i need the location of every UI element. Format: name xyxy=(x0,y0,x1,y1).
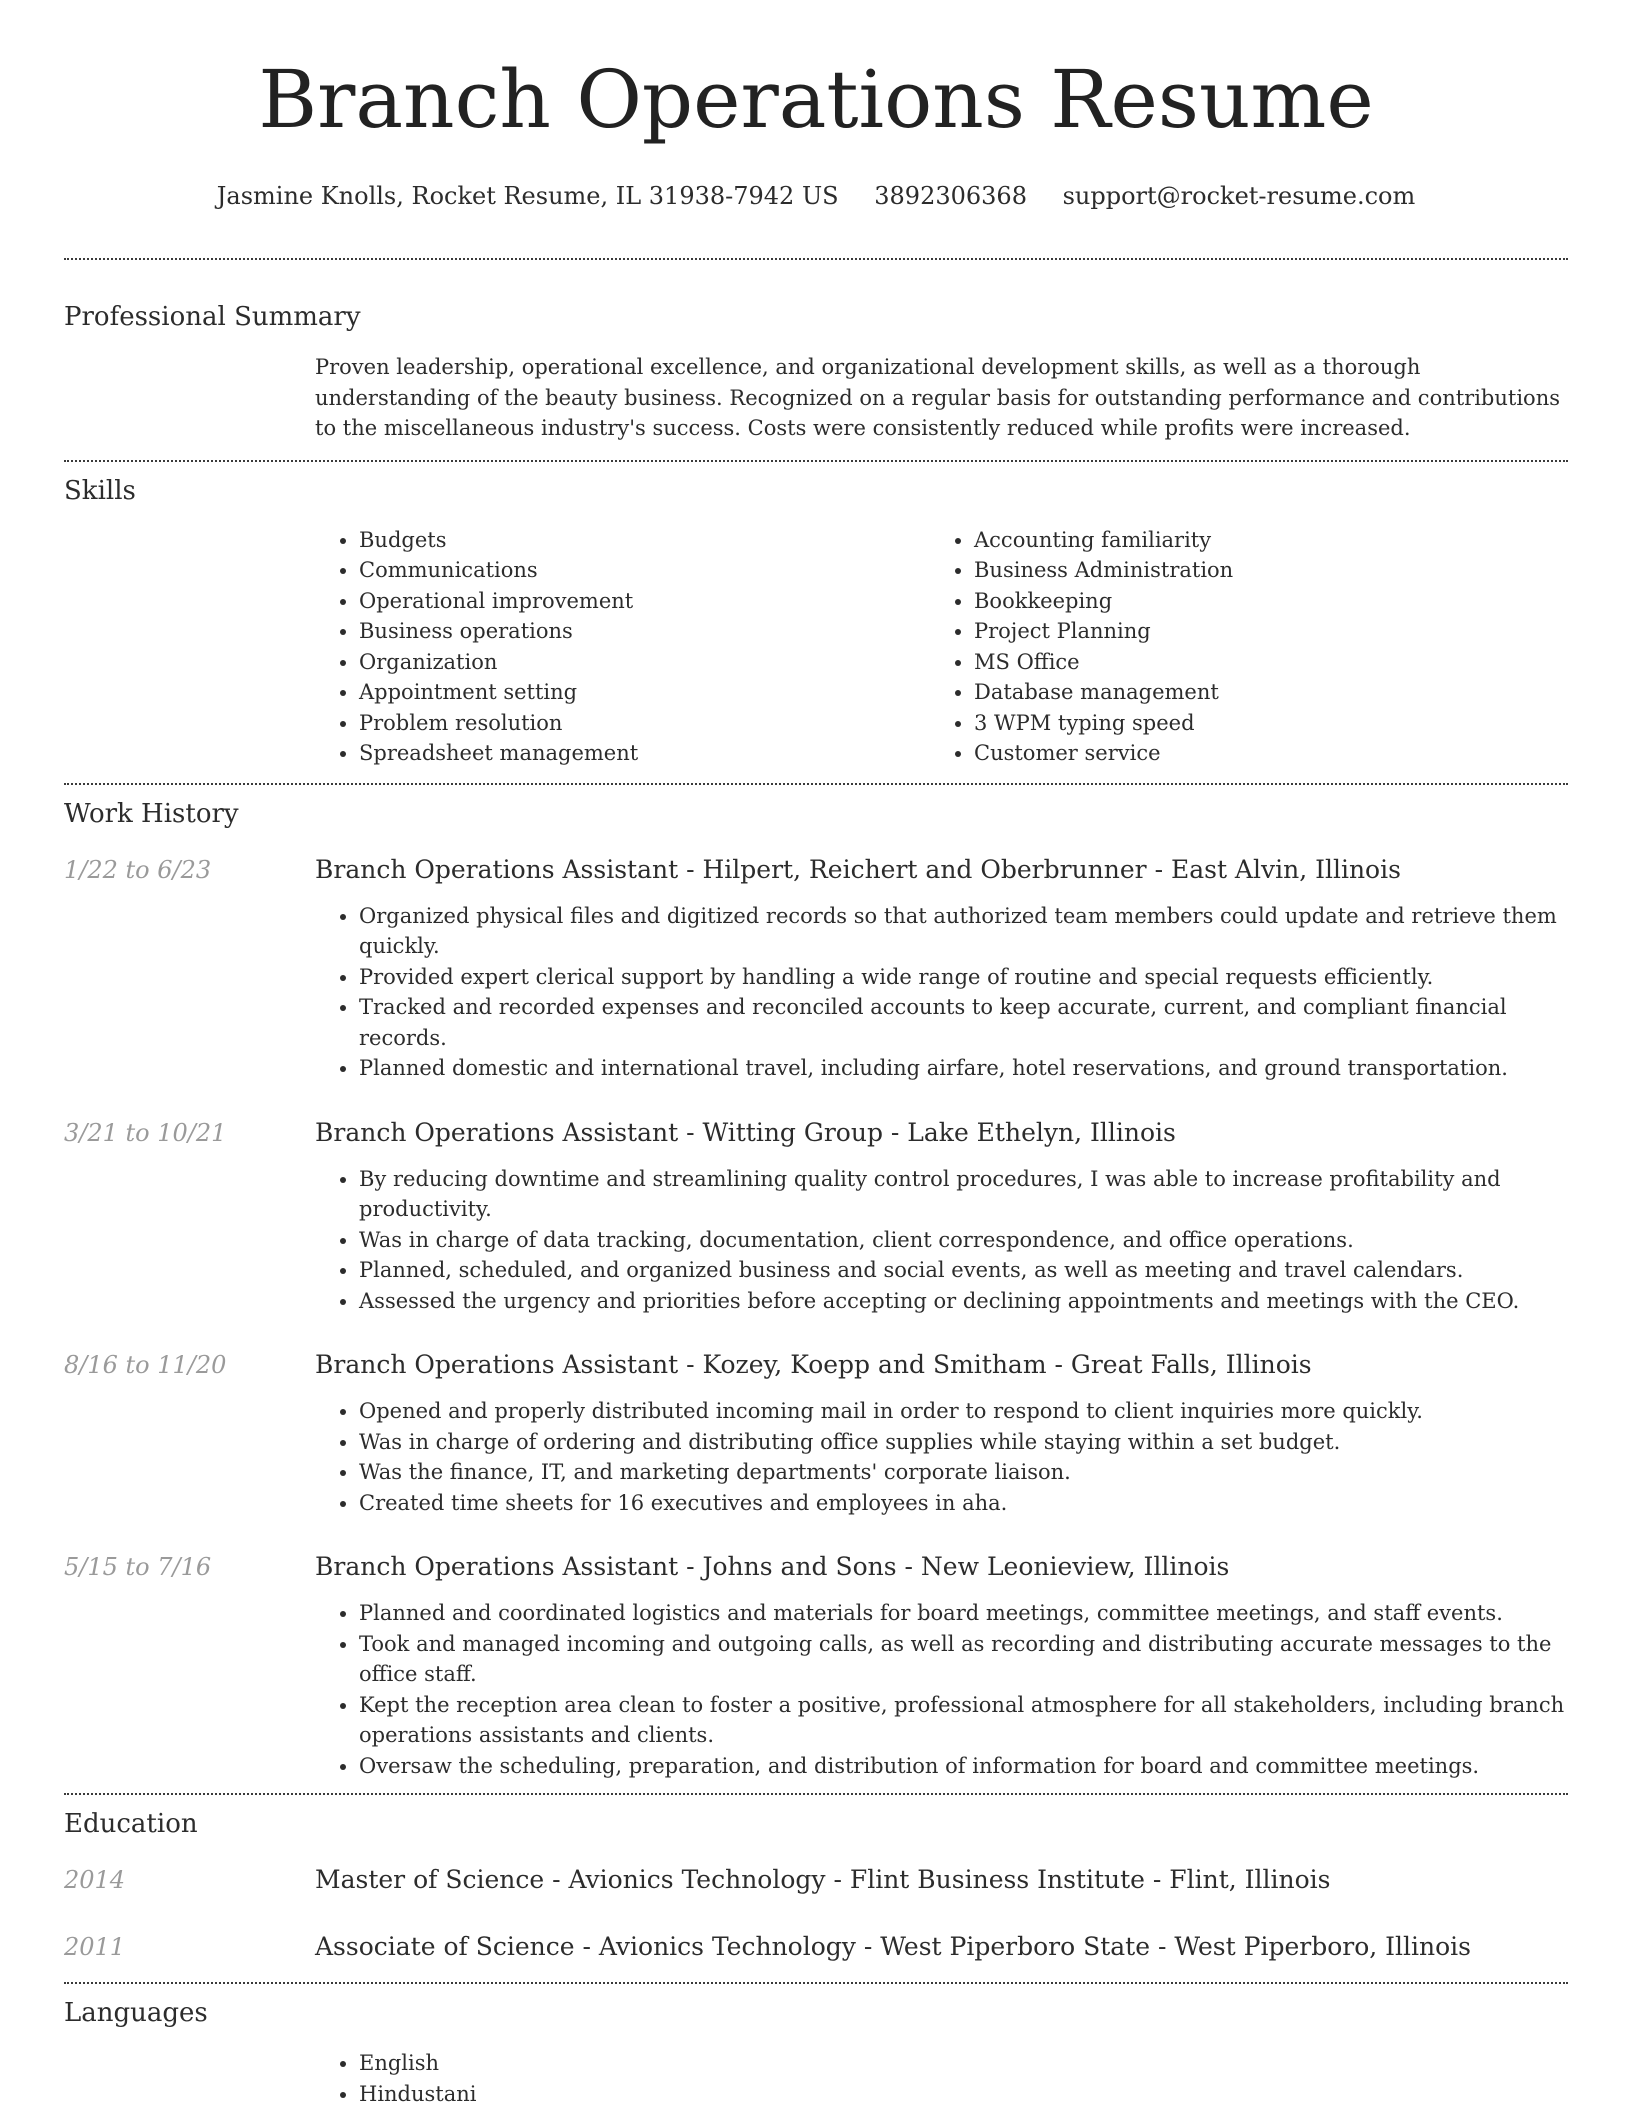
education-degree: Associate of Science - Avionics Technology - West Piperboro State - West Piperboro, Illinois xyxy=(315,1932,1471,1961)
list-item: • By reducing downtime and streamlining quality control procedures, I was able to increase profitability and productivity. xyxy=(359,1164,1568,1225)
list-item: • Took and managed incoming and outgoing calls, as well as recording and distributing accurate messages to the office staff. xyxy=(359,1629,1568,1690)
list-item: • Hindustani xyxy=(359,2079,1568,2110)
list-item: • MS Office xyxy=(974,647,1545,678)
contact-phone: 3892306368 xyxy=(874,182,1027,210)
list-item: • Was in charge of data tracking, documentation, client correspondence, and office operations. xyxy=(359,1225,1568,1256)
list-item: • Tracked and recorded expenses and reconciled accounts to keep accurate, current, and compliant financial records. xyxy=(359,992,1568,1053)
list-item: • Planned, scheduled, and organized business and social events, as well as meeting and travel calendars. xyxy=(359,1255,1568,1286)
list-item: • Problem resolution xyxy=(359,708,930,739)
list-item: • English xyxy=(359,2048,1568,2079)
languages-list xyxy=(315,2048,1568,2109)
job-bullets xyxy=(315,901,1568,1084)
work-history-section xyxy=(64,785,1568,1794)
section-title: Professional Summary xyxy=(64,302,361,332)
job-date: 8/16 to 11/20 xyxy=(64,1351,227,1379)
skills-list-right xyxy=(930,525,1545,769)
list-item: • Budgets xyxy=(359,525,930,556)
job-entry xyxy=(64,1116,1568,1317)
contact-address: Jasmine Knolls, Rocket Resume, IL 31938-7942 US xyxy=(216,182,839,210)
list-item: • Organization xyxy=(359,647,930,678)
list-item: • Communications xyxy=(359,555,930,586)
job-title: Branch Operations Assistant - Witting Group - Lake Ethelyn, Illinois xyxy=(315,1117,1176,1147)
education-year: 2014 xyxy=(64,1866,126,1894)
education-year: 2011 xyxy=(64,1933,126,1961)
list-item: • Business operations xyxy=(359,616,930,647)
list-item: • Appointment setting xyxy=(359,677,930,708)
section-title: Work History xyxy=(64,798,239,829)
education-degree: Master of Science - Avionics Technology - Flint Business Institute - Flint, Illinois xyxy=(315,1865,1331,1894)
education-section xyxy=(64,1795,1568,1982)
job-bullets xyxy=(315,1598,1568,1781)
list-item: • Created time sheets for 16 executives and employees in aha. xyxy=(359,1488,1568,1519)
skills-grid xyxy=(315,525,1568,769)
list-item: • Provided expert clerical support by handling a wide range of routine and special requests efficiently. xyxy=(359,962,1568,993)
job-body xyxy=(315,1550,1568,1781)
languages-section xyxy=(64,1984,1568,2109)
job-date: 3/21 to 10/21 xyxy=(64,1118,227,1147)
list-item: • Accounting familiarity xyxy=(974,525,1545,556)
job-date: 5/15 to 7/16 xyxy=(64,1553,212,1581)
page-title: Branch Operations Resume xyxy=(258,53,1374,146)
list-item: • Operational improvement xyxy=(359,586,930,617)
summary-section xyxy=(64,260,1568,460)
job-entry xyxy=(64,1550,1568,1781)
list-item: • Was the finance, IT, and marketing departments' corporate liaison. xyxy=(359,1457,1568,1488)
education-entry xyxy=(64,1863,1568,1897)
job-title: Branch Operations Assistant - Hilpert, Reichert and Oberbrunner - East Alvin, Illinois xyxy=(315,854,1401,884)
job-body xyxy=(315,1348,1568,1518)
section-title: Languages xyxy=(64,1998,208,2028)
job-title: Branch Operations Assistant - Johns and Sons - New Leonieview, Illinois xyxy=(315,1552,1230,1581)
summary-text: Proven leadership, operational excellence, and organizational development skills, as well as a thorough understanding of the beauty business. Recognized on a regular basis for outstanding performance and contributions to the miscellaneous industry's success. Costs were consistently reduced while profits were increased. xyxy=(315,355,1560,440)
skills-column-left xyxy=(315,525,930,769)
list-item: • 3 WPM typing speed xyxy=(974,708,1545,739)
list-item: • Customer service xyxy=(974,738,1545,769)
list-item: • Kept the reception area clean to foster a positive, professional atmosphere for all stakeholders, including branch operations assistants and clients. xyxy=(359,1690,1568,1751)
contact-line xyxy=(64,180,1568,212)
job-bullets xyxy=(315,1396,1568,1518)
list-item: • Planned domestic and international travel, including airfare, hotel reservations, and ground transportation. xyxy=(359,1053,1568,1084)
job-title: Branch Operations Assistant - Kozey, Koepp and Smitham - Great Falls, Illinois xyxy=(315,1350,1312,1379)
list-item: • Spreadsheet management xyxy=(359,738,930,769)
languages-content xyxy=(315,2048,1568,2109)
education-entry xyxy=(64,1930,1568,1964)
summary-content xyxy=(315,352,1568,444)
list-item: • Database management xyxy=(974,677,1545,708)
list-item: • Bookkeeping xyxy=(974,586,1545,617)
list-item: • Was in charge of ordering and distributing office supplies while staying within a set budget. xyxy=(359,1427,1568,1458)
job-bullets xyxy=(315,1164,1568,1317)
job-date: 1/22 to 6/23 xyxy=(64,855,212,884)
job-entry xyxy=(64,1348,1568,1518)
section-title: Education xyxy=(64,1809,198,1839)
job-entry xyxy=(64,853,1568,1084)
skills-column-right xyxy=(930,525,1545,769)
list-item: • Oversaw the scheduling, preparation, and distribution of information for board and committee meetings. xyxy=(359,1751,1568,1782)
skills-section xyxy=(64,462,1568,783)
list-item: • Project Planning xyxy=(974,616,1545,647)
list-item: • Planned and coordinated logistics and materials for board meetings, committee meetings, and staff events. xyxy=(359,1598,1568,1629)
list-item: • Organized physical files and digitized records so that authorized team members could update and retrieve them quickly. xyxy=(359,901,1568,962)
list-item: • Opened and properly distributed incoming mail in order to respond to client inquiries more quickly. xyxy=(359,1396,1568,1427)
job-body xyxy=(315,853,1568,1084)
resume-header xyxy=(64,0,1568,212)
contact-email: support@rocket-resume.com xyxy=(1062,182,1416,210)
list-item: • Business Administration xyxy=(974,555,1545,586)
section-title: Skills xyxy=(64,475,136,506)
skills-list-left xyxy=(315,525,930,769)
list-item: • Assessed the urgency and priorities before accepting or declining appointments and meetings with the CEO. xyxy=(359,1286,1568,1317)
job-body xyxy=(315,1116,1568,1317)
